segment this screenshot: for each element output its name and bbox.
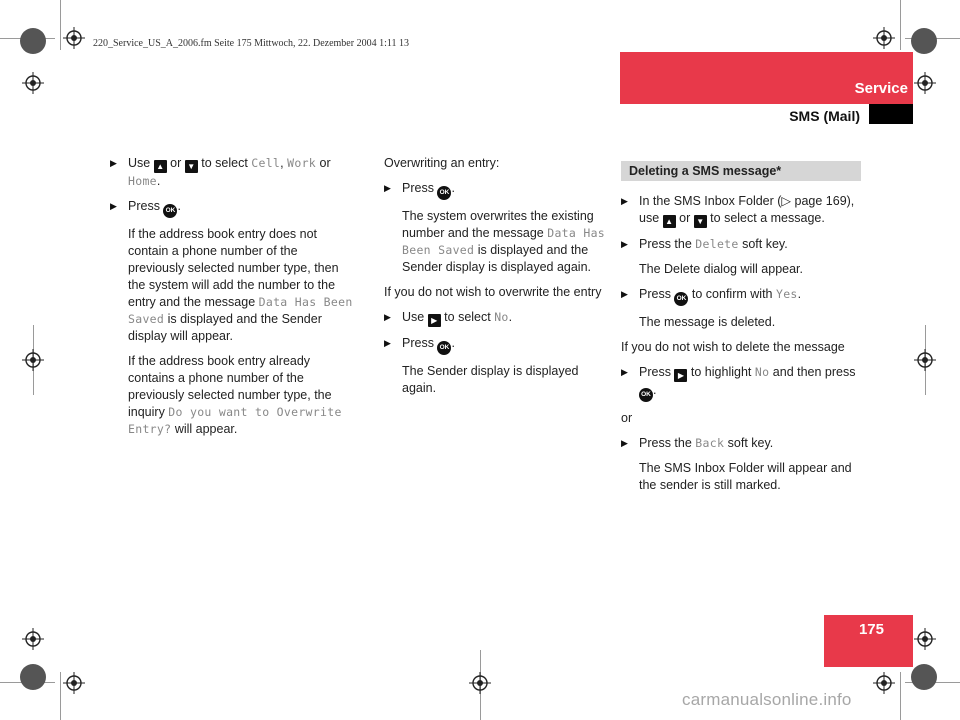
ok-button-icon: OK <box>639 388 653 402</box>
crop-rule <box>60 672 61 720</box>
crosshair-mark-icon <box>63 672 85 694</box>
crosshair-mark-icon <box>873 27 895 49</box>
print-info: 220_Service_US_A_2006.fm Seite 175 Mittwoch, 22. Dezember 2004 1:11 13 <box>93 38 409 49</box>
result-text: The Sender display is displayed again. <box>402 364 579 395</box>
step-select-message: ▶ In the SMS Inbox Folder (▷ page 169), use ▲ or ▼ to select a message. <box>621 193 861 228</box>
right-arrow-key-icon: ▶ <box>674 369 687 382</box>
paragraph: If you do not wish to overwrite the entry <box>384 285 602 299</box>
up-arrow-key-icon: ▲ <box>663 215 676 228</box>
paragraph: If you do not wish to delete the message <box>621 340 845 354</box>
step-select-number-type: ▶ Use ▲ or ▼ to select Cell, Work or Home. <box>110 155 355 190</box>
subheading: Overwriting an entry: <box>384 156 500 170</box>
column-1 <box>110 155 355 446</box>
down-arrow-key-icon: ▼ <box>694 215 707 228</box>
step-press-ok: ▶ Press OK . <box>384 180 609 200</box>
result-text: The SMS Inbox Folder will appear and the sender is still marked. <box>639 461 852 492</box>
paragraph-or: or <box>621 411 633 425</box>
crop-rule <box>60 0 61 50</box>
crosshair-mark-icon <box>469 672 491 694</box>
page-subtitle: SMS (Mail) <box>789 108 860 124</box>
result-text: The message is deleted. <box>639 315 776 329</box>
step-press-ok: ▶ Press OK . <box>384 335 609 355</box>
step-press-delete: ▶ Press the Delete soft key. <box>621 236 861 253</box>
crosshair-mark-icon <box>873 672 895 694</box>
ok-button-icon: OK <box>674 292 688 306</box>
registration-dot <box>20 28 46 54</box>
page-number: 175 <box>858 621 884 638</box>
registration-dot <box>20 664 46 690</box>
crop-rule <box>900 672 901 720</box>
header-tab <box>869 104 913 124</box>
section-heading: Deleting a SMS message* <box>621 161 861 181</box>
result-text: The system overwrites the existing number and the message Data Has Been Saved is displayed and the Sender display is displayed again. <box>402 209 606 274</box>
ok-button-icon: OK <box>437 341 451 355</box>
registration-dot <box>911 664 937 690</box>
step-confirm-yes: ▶ Press OK to confirm with Yes. <box>621 286 861 306</box>
right-arrow-key-icon: ▶ <box>428 314 441 327</box>
column-2 <box>384 155 609 405</box>
section-title: Service <box>854 80 908 97</box>
watermark: carmanualsonline.info <box>682 690 852 709</box>
crop-rule <box>900 0 901 50</box>
column-3 <box>621 161 861 502</box>
ok-button-icon: OK <box>163 204 177 218</box>
crosshair-mark-icon <box>914 349 936 371</box>
crosshair-mark-icon <box>22 349 44 371</box>
ok-button-icon: OK <box>437 186 451 200</box>
crosshair-mark-icon <box>914 628 936 650</box>
step-highlight-no: ▶ Press ▶ to highlight No and then press OK . <box>621 364 861 402</box>
result-text: If the address book entry already contains a phone number of the previously selected number type, the inquiry Do you want to Overwrite Entry? will appear. <box>128 354 342 436</box>
step-press-back: ▶ Press the Back soft key. <box>621 435 861 452</box>
step-press-ok: ▶ Press OK . <box>110 198 355 218</box>
crosshair-mark-icon <box>914 72 936 94</box>
crosshair-mark-icon <box>63 27 85 49</box>
up-arrow-key-icon: ▲ <box>154 160 167 173</box>
result-text: The Delete dialog will appear. <box>639 262 803 276</box>
registration-dot <box>911 28 937 54</box>
step-select-no: ▶ Use ▶ to select No. <box>384 309 609 327</box>
result-text: If the address book entry does not contain a phone number of the previously selected number type, then the system will add the number to the entry and the message Data Has Been Saved is displayed and the Sender display will appear. <box>128 227 353 343</box>
crosshair-mark-icon <box>22 628 44 650</box>
down-arrow-key-icon: ▼ <box>185 160 198 173</box>
crosshair-mark-icon <box>22 72 44 94</box>
